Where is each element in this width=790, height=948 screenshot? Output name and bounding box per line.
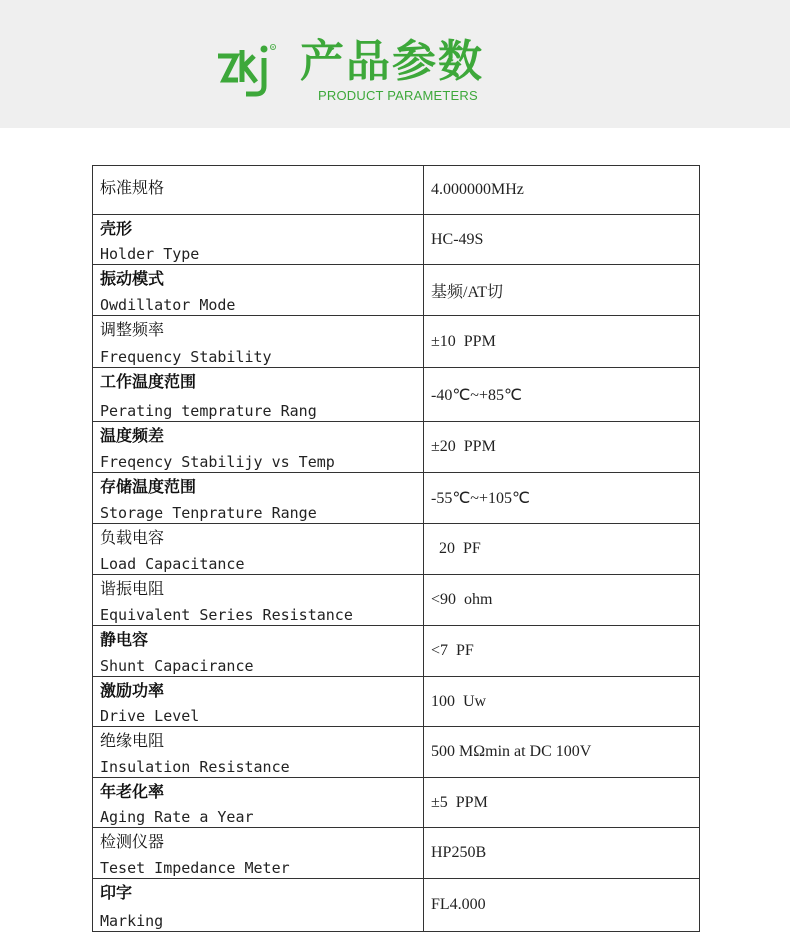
param-name-cn: 印字 bbox=[100, 883, 133, 902]
param-name-cn: 绝缘电阻 bbox=[100, 731, 165, 750]
param-name-en: Frequency Stability bbox=[100, 348, 272, 366]
param-name-cell bbox=[93, 778, 424, 828]
table-row bbox=[93, 166, 700, 215]
table-row bbox=[93, 265, 700, 316]
param-name-cn: 激励功率 bbox=[100, 681, 165, 700]
param-value-cell: 20 PF bbox=[424, 524, 700, 575]
param-name-en: Aging Rate a Year bbox=[100, 808, 254, 826]
param-name-cell bbox=[93, 575, 424, 626]
param-name-en: Holder Type bbox=[100, 245, 200, 263]
table-row bbox=[93, 828, 700, 879]
param-name-en: Perating temprature Rang bbox=[100, 402, 317, 420]
table-row bbox=[93, 677, 700, 727]
table-row bbox=[93, 879, 700, 932]
table-row bbox=[93, 368, 700, 422]
param-name-en: Marking bbox=[100, 912, 164, 930]
param-name-cn: 谐振电阻 bbox=[100, 579, 165, 598]
param-name-cn: 负载电容 bbox=[100, 528, 165, 547]
param-name-cell bbox=[93, 166, 424, 215]
param-value-cell: 4.000000MHz bbox=[424, 166, 700, 215]
table-row bbox=[93, 575, 700, 626]
param-name-cn: 调整频率 bbox=[100, 320, 165, 339]
param-name-cell bbox=[93, 316, 424, 368]
zkj-logo-icon bbox=[216, 42, 276, 98]
param-value-cell: 100 Uw bbox=[424, 677, 700, 727]
param-name-cell bbox=[93, 677, 424, 727]
param-name-en: Load Capacitance bbox=[100, 555, 245, 573]
param-name-cn: 温度频差 bbox=[100, 426, 165, 445]
param-value-cell: 基频/AT切 bbox=[424, 265, 700, 316]
param-name-cell bbox=[93, 215, 424, 265]
param-name-en: Teset Impedance Meter bbox=[100, 859, 290, 877]
param-name-cell bbox=[93, 368, 424, 422]
param-value-cell: HC-49S bbox=[424, 215, 700, 265]
page-title: 产品参数 bbox=[300, 36, 484, 87]
page-subtitle: PRODUCT PARAMETERS bbox=[318, 88, 478, 103]
svg-text:R: R bbox=[271, 44, 275, 50]
table-row bbox=[93, 524, 700, 575]
table-row bbox=[93, 473, 700, 524]
param-name-cn: 存储温度范围 bbox=[100, 477, 197, 496]
param-name-cn: 标准规格 bbox=[100, 178, 165, 197]
param-name-cell bbox=[93, 473, 424, 524]
param-value-cell: -40℃~+85℃ bbox=[424, 368, 700, 422]
param-name-cn: 工作温度范围 bbox=[100, 372, 197, 391]
param-value-cell: FL4.000 bbox=[424, 879, 700, 932]
table-row bbox=[93, 778, 700, 828]
param-name-cell bbox=[93, 422, 424, 473]
table-row bbox=[93, 316, 700, 368]
param-name-cell bbox=[93, 626, 424, 677]
param-value-cell: <90 ohm bbox=[424, 575, 700, 626]
param-value-cell: ±5 PPM bbox=[424, 778, 700, 828]
param-name-cn: 壳形 bbox=[100, 219, 133, 238]
param-name-en: Shunt Capacirance bbox=[100, 657, 254, 675]
param-name-en: Insulation Resistance bbox=[100, 758, 290, 776]
param-name-cell bbox=[93, 828, 424, 879]
param-name-cn: 振动模式 bbox=[100, 269, 165, 288]
table-row bbox=[93, 422, 700, 473]
param-name-cell bbox=[93, 524, 424, 575]
param-value-cell: ±20 PPM bbox=[424, 422, 700, 473]
param-name-en: Drive Level bbox=[100, 707, 200, 725]
param-name-cell bbox=[93, 265, 424, 316]
table-row bbox=[93, 215, 700, 265]
param-name-cell bbox=[93, 879, 424, 932]
table-row bbox=[93, 626, 700, 677]
param-name-cn: 年老化率 bbox=[100, 782, 165, 801]
table-row bbox=[93, 727, 700, 778]
param-name-cn: 静电容 bbox=[100, 630, 149, 649]
param-name-en: Storage Tenprature Range bbox=[100, 504, 317, 522]
param-name-cn: 检测仪器 bbox=[100, 832, 165, 851]
param-value-cell: <7 PF bbox=[424, 626, 700, 677]
param-name-en: Equivalent Series Resistance bbox=[100, 606, 353, 624]
spec-table bbox=[92, 165, 700, 932]
param-value-cell: 500 MΩmin at DC 100V bbox=[424, 727, 700, 778]
param-value-cell: -55℃~+105℃ bbox=[424, 473, 700, 524]
param-value-cell: ±10 PPM bbox=[424, 316, 700, 368]
param-name-en: Owdillator Mode bbox=[100, 296, 236, 314]
header-banner bbox=[0, 0, 790, 128]
param-value-cell: HP250B bbox=[424, 828, 700, 879]
param-name-cell bbox=[93, 727, 424, 778]
param-name-en: Freqency Stabilijy vs Temp bbox=[100, 453, 335, 471]
